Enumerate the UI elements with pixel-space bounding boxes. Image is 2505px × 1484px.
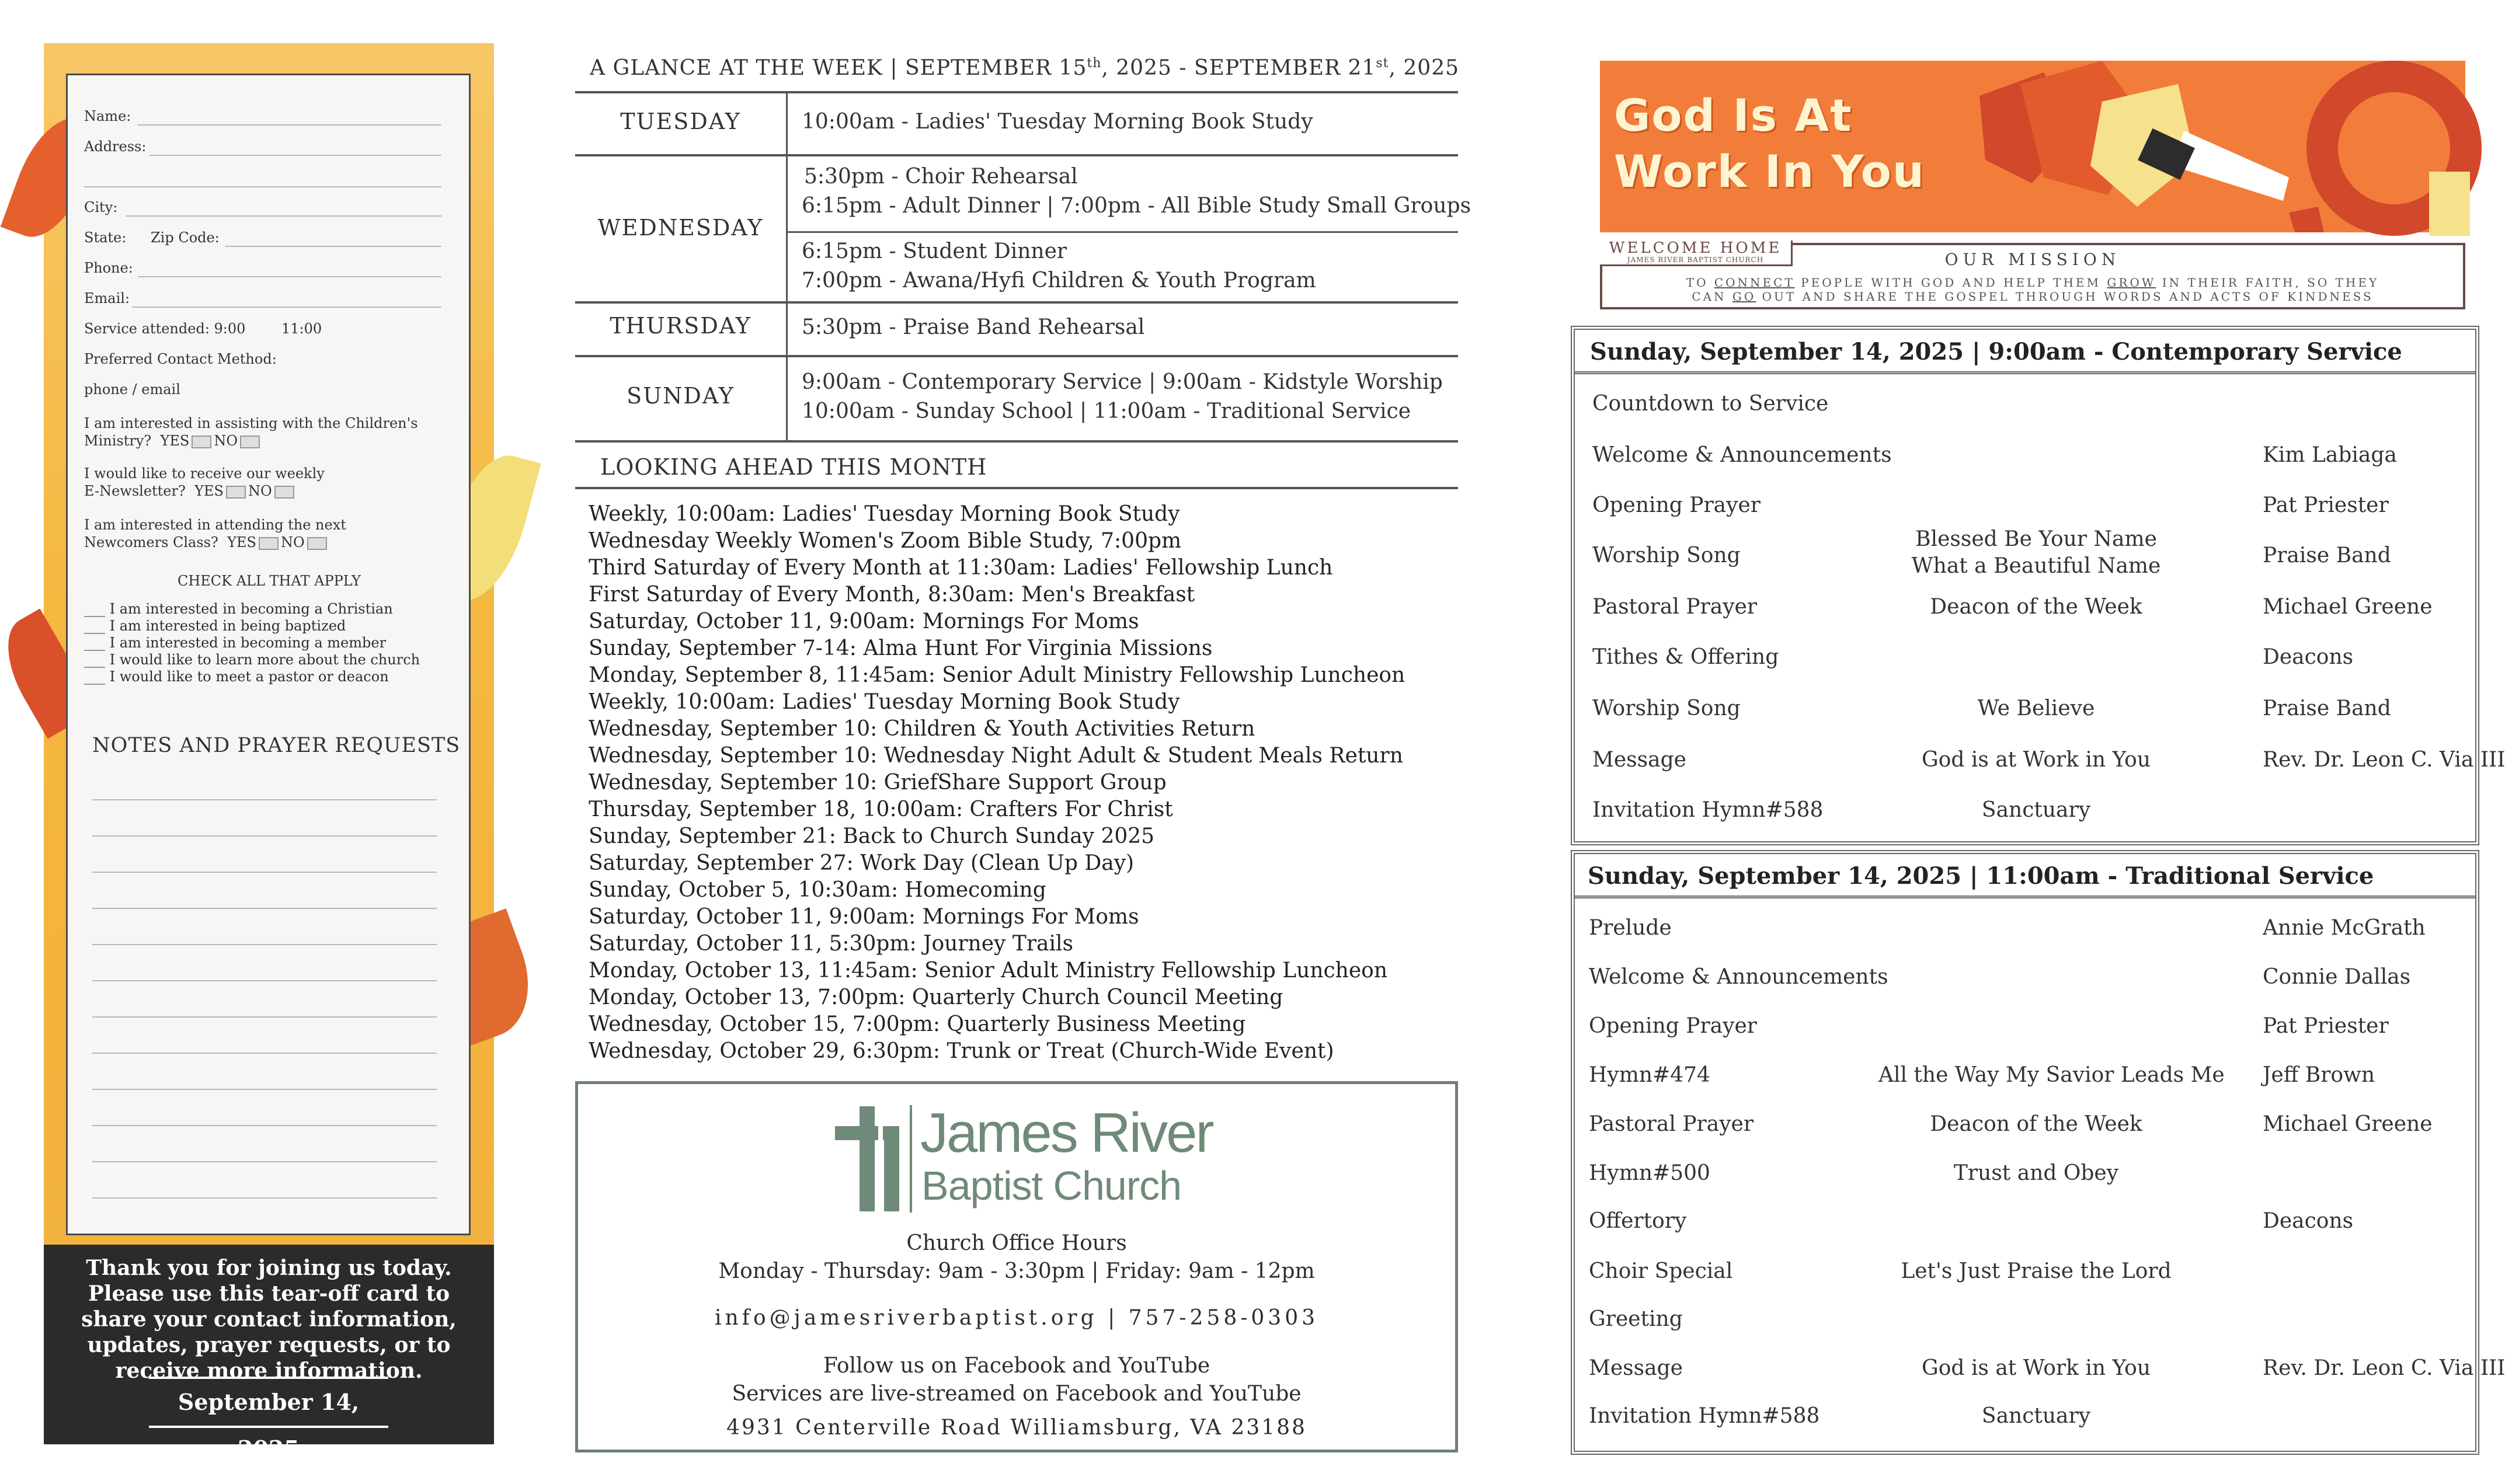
service-attended-label: Service attended: 9:00 (84, 321, 246, 337)
notes-line[interactable] (92, 835, 437, 837)
list-item: Saturday, October 11, 5:30pm: Journey Trails (589, 932, 1074, 956)
list-item: Weekly, 10:00am: Ladies' Tuesday Morning Book Study (589, 502, 1180, 526)
zip-line[interactable] (225, 246, 441, 247)
list-item: Saturday, October 11, 9:00am: Mornings For Moms (589, 905, 1139, 929)
welcome-home: WELCOME HOME (1609, 239, 1782, 257)
address-line[interactable] (149, 155, 441, 156)
city-label: City: (84, 199, 118, 215)
service-11-label: 11:00 (281, 321, 322, 337)
table-row: Welcome & Announcements Kim Labiaga (1592, 443, 2397, 467)
list-item: Saturday, September 27: Work Day (Clean Up Day) (589, 851, 1135, 875)
interest-checklist (84, 601, 420, 685)
name-line[interactable] (138, 124, 441, 126)
list-item: Wednesday, October 29, 6:30pm: Trunk or Treat (Church-Wide Event) (589, 1039, 1334, 1063)
divider (575, 487, 1458, 489)
state-label: State: (84, 229, 127, 246)
logo-name: James River (920, 1102, 1213, 1164)
table-row: Welcome & Announcements Connie Dallas (1589, 965, 2411, 989)
yes-checkbox[interactable] (226, 486, 246, 499)
newcomers-question: I am interested in attending the next (84, 517, 346, 533)
sermon-title-line: Work In You (1614, 145, 1926, 197)
looking-ahead-list (589, 501, 1405, 1065)
event-line: 6:15pm - Student Dinner (802, 239, 1067, 263)
checklist-item[interactable]: ___ I am interested in becoming a member (84, 635, 387, 651)
list-item: Third Saturday of Every Month at 11:30am: Ladies' Fellowship Lunch (589, 556, 1333, 580)
list-item: Monday, September 8, 11:45am: Senior Adult Ministry Fellowship Luncheon (589, 663, 1405, 687)
table-row: Tithes & Offering Deacons (1592, 645, 2354, 669)
event-line: 10:00am - Ladies' Tuesday Morning Book Study (802, 110, 1313, 134)
event-line: 7:00pm - Awana/Hyfi Children & Youth Program (802, 269, 1316, 292)
checklist-item[interactable]: ___ I would like to learn more about the church (84, 652, 420, 668)
table-row: Message God is at Work in You Rev. Dr. Leon C. Via III (1592, 748, 2505, 772)
list-item: Weekly, 10:00am: Ladies' Tuesday Morning Book Study (589, 690, 1180, 714)
table-row: Pastoral Prayer Deacon of the Week Michael Greene (1592, 595, 2433, 619)
mission-title: OUR MISSION (1944, 250, 2121, 269)
contact-info[interactable]: info@jamesriverbaptist.org | 757-258-0303 (714, 1306, 1319, 1330)
table-row: Hymn#500 Trust and Obey (1589, 1161, 2119, 1185)
bulletin-date: September 14, 2025 (149, 1377, 388, 1428)
tear-off-card-panel (44, 43, 494, 1462)
event-line: 9:00am - Contemporary Service | 9:00am - Kidstyle Worship (802, 370, 1443, 394)
list-item: Sunday, September 7-14: Alma Hunt For Virginia Missions (589, 636, 1213, 660)
list-item: Sunday, September 21: Back to Church Sunday 2025 (589, 824, 1155, 848)
event-line: 5:30pm - Praise Band Rehearsal (802, 315, 1145, 339)
logo-subtitle: Baptist Church (921, 1163, 1182, 1208)
traditional-service-order (1571, 850, 2505, 1455)
table-row: Message God is at Work in You Rev. Dr. Leon C. Via III (1589, 1356, 2505, 1380)
childrens-ministry-options: Ministry? YES NO (84, 433, 262, 449)
contact-form (66, 74, 471, 1235)
day-wednesday: WEDNESDAY (597, 215, 764, 241)
newcomers-options: Newcomers Class? YES NO (84, 534, 329, 551)
table-row: Offertory Deacons (1589, 1209, 2354, 1233)
no-checkbox[interactable] (240, 436, 260, 448)
event-line: 5:30pm - Choir Rehearsal (804, 165, 1078, 189)
mission-statement (1600, 241, 2465, 309)
song-titles: Blessed Be Your Name What a Beautiful Name (1911, 527, 2161, 578)
checklist-item[interactable]: ___ I am interested in being baptized (84, 618, 346, 634)
city-line[interactable] (126, 215, 441, 217)
email-label: Email: (84, 290, 130, 306)
week-schedule-table (575, 89, 1471, 447)
list-item: Thursday, September 18, 10:00am: Crafters For Christ (589, 797, 1173, 821)
notes-line[interactable] (92, 1016, 437, 1018)
list-item: First Saturday of Every Month, 8:30am: Men's Breakfast (589, 583, 1195, 607)
phone-line[interactable] (138, 276, 441, 277)
mission-text: TO CONNECT PEOPLE WITH GOD AND HELP THEM GROW IN THEIR FAITH, SO THEY CAN GO OUT AND SHARE THE GOSPEL THROUGH WORDS AND ACTS OF KINDNESS (1686, 276, 2379, 304)
list-item: Wednesday Weekly Women's Zoom Bible Study, 7:00pm (589, 529, 1182, 553)
phone-label: Phone: (84, 260, 133, 276)
church-address: 4931 Centerville Road Williamsburg, VA 23188 (726, 1416, 1307, 1440)
day-tuesday: TUESDAY (620, 109, 741, 134)
list-item: Saturday, October 11, 9:00am: Mornings For Moms (589, 609, 1139, 633)
event-line: 6:15pm - Adult Dinner | 7:00pm - All Bible Study Small Groups (802, 194, 1471, 218)
church-info-box (575, 1081, 1458, 1452)
notes-line[interactable] (92, 1089, 437, 1090)
notes-line[interactable] (92, 980, 437, 981)
notes-title: NOTES AND PRAYER REQUESTS (92, 734, 461, 757)
notes-line[interactable] (92, 1053, 437, 1054)
notes-line[interactable] (92, 908, 437, 909)
no-checkbox[interactable] (274, 486, 294, 499)
newsletter-options: E-Newsletter? YES NO (84, 483, 297, 499)
notes-line[interactable] (92, 872, 437, 873)
notes-line[interactable] (92, 1125, 437, 1126)
notes-line[interactable] (92, 1197, 437, 1199)
table-row: Invitation Hymn#588 Sanctuary (1589, 1404, 2091, 1428)
table-row: Pastoral Prayer Deacon of the Week Michael Greene (1589, 1112, 2433, 1136)
yes-checkbox[interactable] (192, 436, 211, 448)
list-item: Monday, October 13, 7:00pm: Quarterly Church Council Meeting (589, 985, 1283, 1009)
notes-line[interactable] (92, 1161, 437, 1162)
contact-options: phone / email (84, 381, 180, 398)
name-label: Name: (84, 108, 131, 124)
sermon-title (1614, 88, 1925, 200)
no-checkbox[interactable] (307, 537, 327, 550)
address-label: Address: (84, 138, 147, 155)
email-line[interactable] (132, 306, 441, 308)
list-item: Monday, October 13, 11:45am: Senior Adult Ministry Fellowship Luncheon (589, 959, 1388, 983)
event-line: 10:00am - Sunday School | 11:00am - Traditional Service (802, 399, 1411, 423)
table-row: Countdown to Service (1592, 392, 1829, 416)
week-glance-title: A GLANCE AT THE WEEK | SEPTEMBER 15th, 2025 - SEPTEMBER 21st, 2025 (590, 56, 1460, 80)
notes-line[interactable] (92, 799, 437, 800)
table-row: Greeting (1589, 1307, 1683, 1331)
thank-you-message: Thank you for joining us today. Please use this tear-off card to share your contact information, updates, prayer requests, or to receive more information. (81, 1256, 457, 1383)
list-item: Wednesday, September 10: GriefShare Support Group (589, 771, 1167, 795)
list-item: Sunday, October 5, 10:30am: Homecoming (589, 878, 1046, 902)
table-row: Hymn#474 All the Way My Savior Leads Me Jeff Brown (1589, 1063, 2375, 1087)
checklist-item[interactable]: ___ I am interested in becoming a Christian (84, 601, 393, 617)
table-row: Opening Prayer Pat Priester (1592, 493, 2389, 517)
follow-us: Follow us on Facebook and YouTube (823, 1354, 1210, 1378)
list-item: Wednesday, September 10: Wednesday Night Adult & Student Meals Return (589, 744, 1403, 768)
newsletter-question: I would like to receive our weekly (84, 465, 325, 482)
contemporary-service-order (1571, 326, 2505, 845)
table-row: Prelude Annie McGrath (1589, 916, 2426, 940)
table-row: Worship Song Blessed Be Your Name What a Beautiful Name Praise Band (1575, 544, 2475, 579)
sermon-banner (1600, 61, 2465, 232)
table-row: Invitation Hymn#588 Sanctuary (1592, 798, 2091, 822)
office-hours: Monday - Thursday: 9am - 3:30pm | Friday: 9am - 12pm (718, 1259, 1315, 1283)
church-logo (835, 1100, 1213, 1217)
contact-method-label: Preferred Contact Method: (84, 351, 277, 367)
table-row: Worship Song We Believe Praise Band (1592, 696, 2391, 720)
office-hours-title: Church Office Hours (906, 1231, 1127, 1255)
thank-you-footer (44, 1245, 494, 1462)
table-row: Choir Special Let's Just Praise the Lord (1589, 1259, 2172, 1283)
childrens-ministry-question: I am interested in assisting with the Children's (84, 415, 418, 431)
church-name-small: JAMES RIVER BAPTIST CHURCH (1627, 256, 1764, 264)
zip-label: Zip Code: (151, 229, 220, 246)
day-sunday: SUNDAY (627, 383, 735, 409)
checklist-item[interactable]: ___ I would like to meet a pastor or deacon (84, 668, 389, 685)
list-item: Wednesday, October 15, 7:00pm: Quarterly Business Meeting (589, 1012, 1246, 1036)
sermon-title-line: God Is At (1614, 89, 1853, 141)
address-line-2[interactable] (84, 186, 441, 187)
notes-line[interactable] (92, 944, 437, 945)
service-header: Sunday, September 14, 2025 | 11:00am - Traditional Service (1575, 854, 2475, 898)
service-header: Sunday, September 14, 2025 | 9:00am - Contemporary Service (1575, 330, 2475, 374)
livestream-note: Services are live-streamed on Facebook and YouTube (732, 1382, 1302, 1406)
list-item: Wednesday, September 10: Children & Youth Activities Return (589, 717, 1255, 741)
looking-ahead-title: LOOKING AHEAD THIS MONTH (600, 454, 987, 480)
yes-checkbox[interactable] (259, 537, 279, 550)
check-all-heading: CHECK ALL THAT APPLY (177, 573, 361, 589)
day-thursday: THURSDAY (610, 313, 752, 339)
table-row: Opening Prayer Pat Priester (1589, 1014, 2389, 1038)
